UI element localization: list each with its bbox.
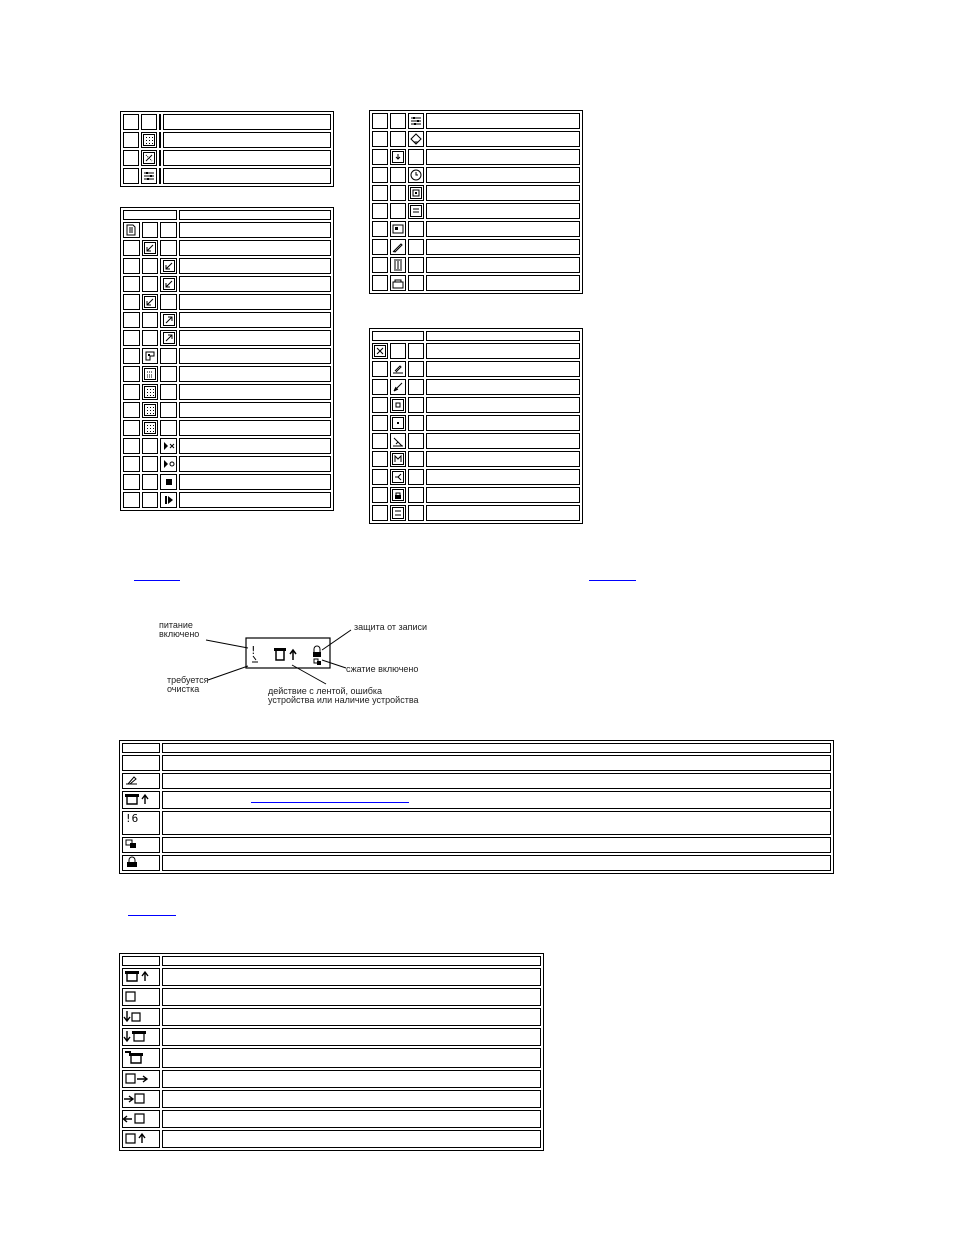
callout-tape-activity: действие с лентой, ошибка устройства или наличие устройства — [268, 686, 419, 705]
table-header — [122, 956, 541, 966]
lock-icon — [122, 855, 160, 871]
table-row — [122, 773, 831, 789]
table-row — [122, 811, 831, 835]
load-right-icon — [122, 1090, 160, 1108]
unload-left-icon — [122, 1110, 160, 1128]
compress-icon — [122, 837, 160, 853]
table-status — [119, 740, 834, 874]
tape-arrow-icon — [122, 968, 160, 986]
table-row — [122, 855, 831, 871]
double-tape-icon — [122, 1048, 160, 1068]
cartridge-icon — [122, 988, 160, 1006]
table-row — [122, 837, 831, 853]
link-4[interactable] — [128, 915, 176, 916]
link-3[interactable] — [251, 802, 409, 803]
table-header — [122, 743, 831, 753]
alert-icon: !6 — [122, 811, 160, 835]
eject-right-icon — [122, 1070, 160, 1088]
cartridge-up-icon — [122, 1130, 160, 1148]
table-bottom — [119, 953, 544, 1151]
insert-icon — [122, 1008, 160, 1026]
callout-cleaning: требуется очистка — [167, 675, 209, 694]
callout-write-protect: защита от записи — [354, 622, 428, 632]
table-row — [122, 1110, 541, 1128]
table-row — [122, 791, 831, 809]
table-row — [122, 1070, 541, 1088]
pen-icon — [122, 773, 160, 789]
power-glyph: ! — [250, 644, 257, 657]
callout-power-on: питание включено — [159, 620, 200, 639]
tape-arrow-icon — [122, 791, 160, 809]
table-row — [122, 968, 541, 986]
table-row — [122, 1008, 541, 1026]
table-row — [122, 1048, 541, 1068]
table-row — [122, 1028, 541, 1046]
table-row — [122, 988, 541, 1006]
insert-tape-icon — [122, 1028, 160, 1046]
callout-compression: сжатие включено — [346, 664, 419, 674]
table-row — [122, 755, 831, 771]
table-row — [122, 1130, 541, 1148]
table-row — [122, 1090, 541, 1108]
